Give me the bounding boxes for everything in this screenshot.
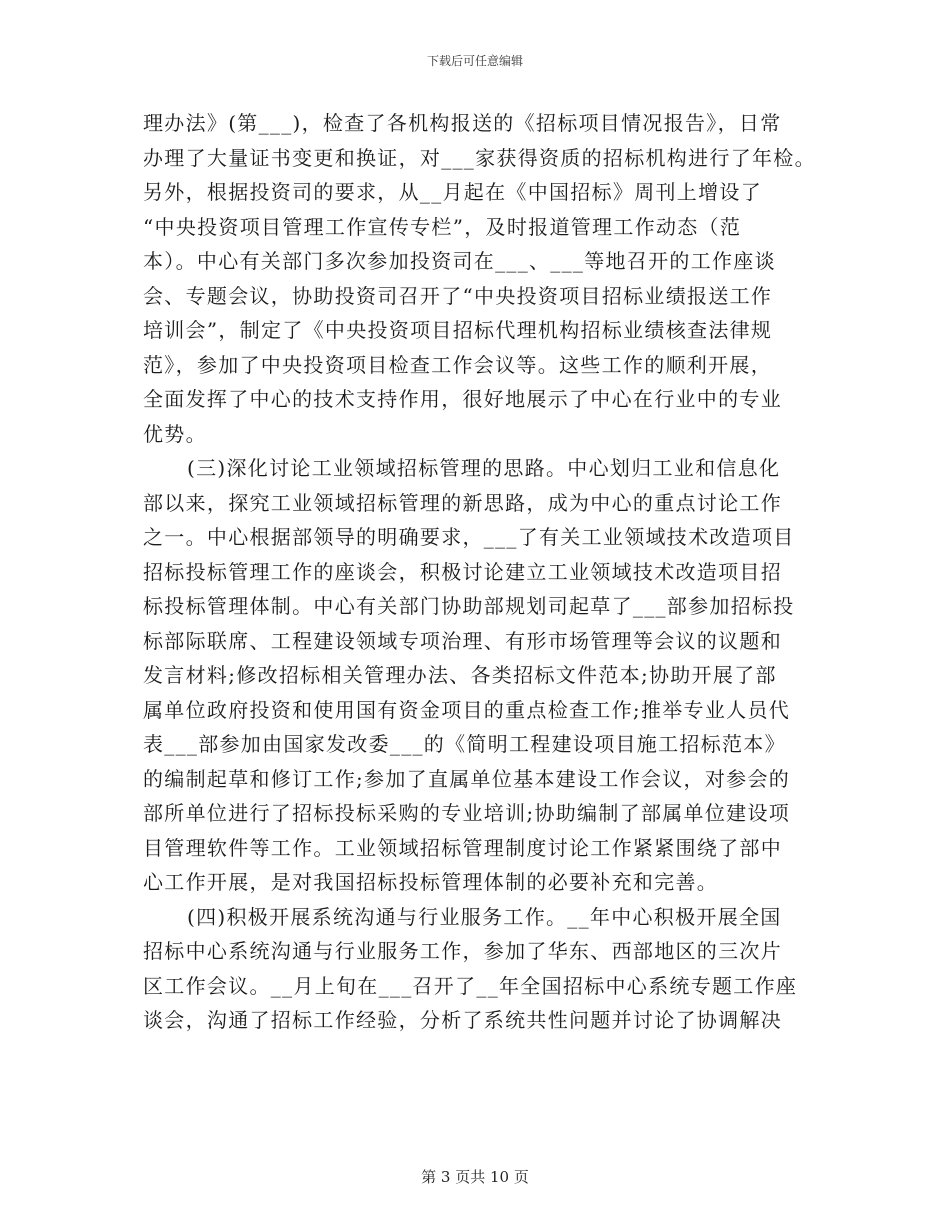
text-line: 培训会”，制定了《中央投资项目招标代理机构招标业绩核查法律规 (143, 318, 773, 342)
text-line: 目管理软件等工作。工业领域招标管理制度讨论工作紧紧围绕了部中 (143, 835, 782, 860)
text-line: 全面发挥了中心的技术支持作用，很好地展示了中心在行业中的专业 (143, 387, 782, 411)
text-line: 心工作开展，是对我国招标投标管理体制的必要补充和完善。 (143, 870, 719, 894)
text-line: 属单位政府投资和使用国有资金项目的重点检查工作;推举专业人员代 (143, 697, 791, 722)
text-line: 标部际联席、工程建设领域专项治理、有形市场管理等会议的议题和 (143, 628, 782, 653)
page-header: 下载后可任意编辑 (426, 54, 523, 68)
text-line: 部以来，探究工业领域招标管理的新思路，成为中心的重点讨论工作 (143, 490, 782, 515)
text-line: 谈会，沟通了招标工作经验，分析了系统共性问题并讨论了协调解决 (143, 1008, 782, 1032)
text-line: 发言材料;修改招标相关管理办法、各类招标文件范本;协助开展了部 (143, 663, 777, 687)
page-footer: 第 3 页共 10 页 (421, 1168, 529, 1186)
text-line: 范》，参加了中央投资项目检查工作会议等。这些工作的顺利开展， (143, 352, 772, 377)
text-line: 标投标管理体制。中心有关部门协助部规划司起草了___部参加招标投 (143, 594, 795, 618)
text-line: 区工作会议。__月上旬在___召开了__年全国招标中心系统专题工作座 (143, 973, 798, 998)
text-line: (三)深化讨论工业领域招标管理的思路。中心划归工业和信息化 (187, 456, 781, 480)
text-line: 部所单位进行了招标投标采购的专业培训;协助编制了部属单位建设项 (143, 801, 791, 825)
text-line: 招标中心系统沟通与行业服务工作，参加了华东、西部地区的三次片 (143, 939, 782, 963)
text-line: 理办法》(第___)，检查了各机构报送的《招标项目情况报告》，日常 (143, 111, 782, 135)
text-line: 另外，根据投资司的要求，从__月起在《中国招标》周刊上增设了 (143, 180, 762, 204)
text-line: 办理了大量证书变更和换证，对___家获得资质的招标机构进行了年检。 (143, 145, 816, 170)
document-body (143, 106, 816, 1038)
text-line: 招标投标管理工作的座谈会，积极讨论建立工业领域技术改造项目招 (143, 559, 782, 584)
text-line: 会、专题会议，协助投资司召开了“中央投资项目招标业绩报送工作 (143, 283, 773, 308)
text-line: (四)积极开展系统沟通与行业服务工作。__年中心积极开展全国 (187, 904, 782, 929)
text-line: 表___部参加由国家发改委___的《简明工程建设项目施工招标范本》 (143, 732, 786, 756)
text-line: 的编制起草和修订工作;参加了直属单位基本建设工作会议，对参会的 (143, 766, 791, 791)
text-line: 之一。中心根据部领导的明确要求，___了有关工业领域技术改造项目 (143, 525, 795, 549)
text-line: “中央投资项目管理工作宣传专栏”，及时报道管理工作动态（范 (143, 214, 742, 239)
text-line: 优势。 (143, 421, 207, 446)
text-line: 本）。中心有关部门多次参加投资司在___、___等地召开的工作座谈 (143, 249, 776, 273)
